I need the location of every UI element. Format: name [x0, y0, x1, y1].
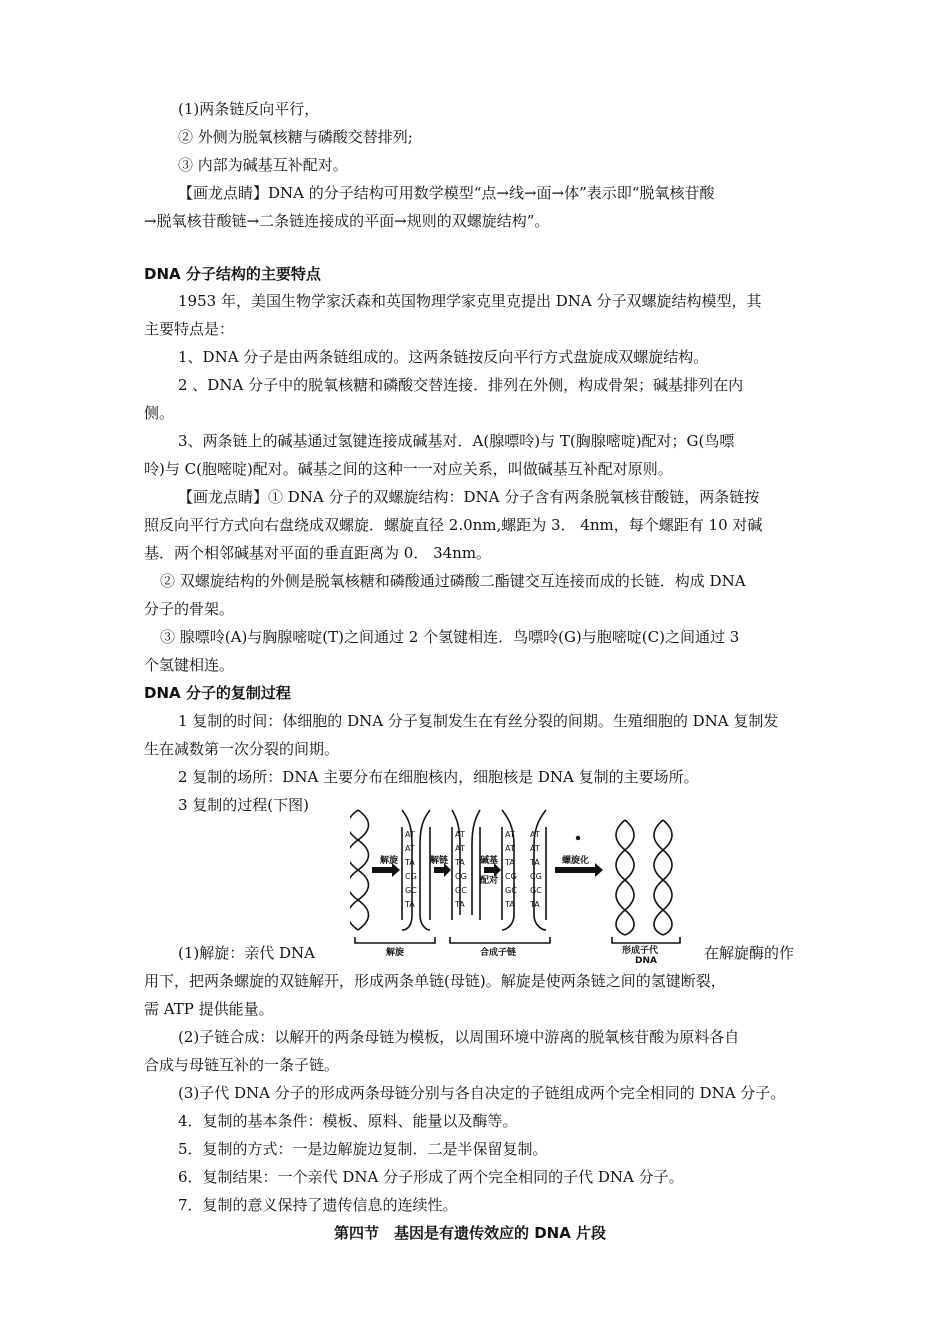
base-pair-label: TA — [530, 858, 540, 867]
text-line: 3、两条链上的碱基通过氢键连接成碱基对．A(腺嘌呤)与 T(胸腺嘧啶)配对；G(鸟嘌 — [178, 432, 735, 450]
base-pair-label: GC — [405, 886, 417, 895]
base-pair-label: AT — [505, 844, 515, 853]
text-line: 【画龙点睛】DNA 的分子结构可用数学模型“点→线→面→体”表示即“脱氧核苷酸 — [178, 184, 715, 202]
base-pair-label: TA — [505, 858, 515, 867]
base-pair-label: CG — [505, 872, 517, 881]
text-line: 基．两个相邻碱基对平面的垂直距离为 0． 34nm。 — [144, 544, 492, 562]
base-pair-label: AT — [455, 844, 465, 853]
section-heading: DNA 分子的复制过程 — [144, 684, 291, 702]
base-pair-label: TA — [455, 858, 465, 867]
text-line: 生在减数第一次分裂的间期。 — [144, 740, 340, 758]
base-pair-label: TA — [405, 900, 415, 909]
base-pair-label: TA — [505, 900, 515, 909]
text-line: (1)解旋：亲代 DNA — [178, 944, 316, 962]
base-pair-label: AT — [405, 830, 415, 839]
text-line: 2 、DNA 分子中的脱氧核糖和磷酸交替连接．排列在外侧，构成骨架；碱基排列在内 — [178, 376, 744, 394]
base-pair-label: TA — [530, 900, 540, 909]
arrow-label: 解旋 — [380, 856, 399, 866]
base-pair-label: TA — [405, 858, 415, 867]
text-line: 1、DNA 分子是由两条链组成的。这两条链按反向平行方式盘旋成双螺旋结构。 — [178, 348, 709, 366]
text-line: 【画龙点睛】① DNA 分子的双螺旋结构：DNA 分子含有两条脱氧核苷酸链，两条链按 — [178, 488, 760, 506]
base-pair-label: GC — [530, 886, 542, 895]
arrow-label: 配对 — [480, 876, 499, 886]
text-line: 需 ATP 提供能量。 — [144, 1000, 274, 1018]
base-pair-label: CG — [455, 872, 467, 881]
base-pair-label: CG — [530, 872, 542, 881]
bracket-label: 形成子代 — [622, 946, 659, 956]
text-line: 用下，把两条螺旋的双链解开，形成两条单链(母链)。解旋是使两条链之间的氢键断裂， — [144, 972, 726, 990]
text-line: ③ 腺嘌呤(A)与胸腺嘧啶(T)之间通过 2 个氢键相连．鸟嘌呤(G)与胞嘧啶(C)之间通过 3 — [160, 628, 740, 646]
base-pair-label: TA — [455, 900, 465, 909]
text-line: 照反向平行方式向右盘绕成双螺旋．螺旋直径 2.0nm,螺距为 3． 4nm，每个螺距有 10 对碱 — [144, 516, 763, 534]
text-line: (3)子代 DNA 分子的形成两条母链分别与各自决定的子链组成两个完全相同的 DNA 分子。 — [178, 1084, 786, 1102]
base-pair-label: GC — [455, 886, 467, 895]
base-pair-label: AT — [505, 830, 515, 839]
dna-replication-diagram — [350, 805, 695, 965]
text-line: (1)两条链反向平行， — [178, 100, 320, 118]
bracket-label: 解旋 — [386, 948, 405, 958]
base-pair-label: AT — [530, 844, 540, 853]
section-heading: 第四节 基因是有遗传效应的 DNA 片段 — [334, 1224, 607, 1242]
base-pair-label: AT — [455, 830, 465, 839]
arrow-label: 解链 — [430, 856, 449, 866]
bracket-label: DNA — [635, 956, 657, 965]
base-pair-label: CG — [405, 872, 417, 881]
arrow-label: 碱基 — [480, 856, 499, 866]
text-line: 7．复制的意义保持了遗传信息的连续性。 — [178, 1196, 458, 1214]
text-line: 5．复制的方式：一是边解旋边复制．二是半保留复制。 — [178, 1140, 548, 1158]
bracket-label: 合成子链 — [480, 948, 517, 958]
text-line: 侧。 — [144, 404, 175, 422]
arrow-label: 螺旋化 — [562, 856, 590, 866]
section-heading: DNA 分子结构的主要特点 — [144, 265, 321, 283]
text-line: 1 复制的时间：体细胞的 DNA 分子复制发生在有丝分裂的间期。生殖细胞的 DNA 复制发 — [178, 712, 779, 730]
text-line: (2)子链合成：以解开的两条母链为模板，以周围环境中游离的脱氧核苷酸为原料各自 — [178, 1028, 740, 1046]
text-line: 主要特点是： — [144, 320, 235, 338]
text-line: 1953 年，美国生物学家沃森和英国物理学家克里克提出 DNA 分子双螺旋结构模型，其 — [178, 292, 762, 310]
base-pair-label: AT — [530, 830, 540, 839]
text-line: 合成与母链互补的一条子链。 — [144, 1056, 340, 1074]
text-line: 3 复制的过程(下图) — [178, 796, 310, 814]
text-line: ② 外侧为脱氧核糖与磷酸交替排列; — [178, 128, 413, 146]
text-line: 6．复制结果：一个亲代 DNA 分子形成了两个完全相同的子代 DNA 分子。 — [178, 1168, 684, 1186]
base-pair-label: AT — [405, 844, 415, 853]
text-line: 呤)与 C(胞嘧啶)配对。碱基之间的这种一一对应关系，叫做碱基互补配对原则。 — [144, 460, 673, 478]
text-line: →脱氧核苷酸链→二条链连接成的平面→规则的双螺旋结构”。 — [144, 212, 550, 230]
text-line: 个氢键相连。 — [144, 656, 235, 674]
text-line: ③ 内部为碱基互补配对。 — [178, 156, 348, 174]
text-line: ② 双螺旋结构的外侧是脱氧核糖和磷酸通过磷酸二酯键交互连接而成的长链．构成 DNA — [160, 572, 746, 590]
base-pair-label: GC — [505, 886, 517, 895]
text-line: 2 复制的场所：DNA 主要分布在细胞核内，细胞核是 DNA 复制的主要场所。 — [178, 768, 699, 786]
text-line: 分子的骨架。 — [144, 600, 235, 618]
text-line: 4．复制的基本条件：模板、原料、能量以及酶等。 — [178, 1112, 518, 1130]
text-line: 在解旋酶的作 — [704, 944, 795, 962]
